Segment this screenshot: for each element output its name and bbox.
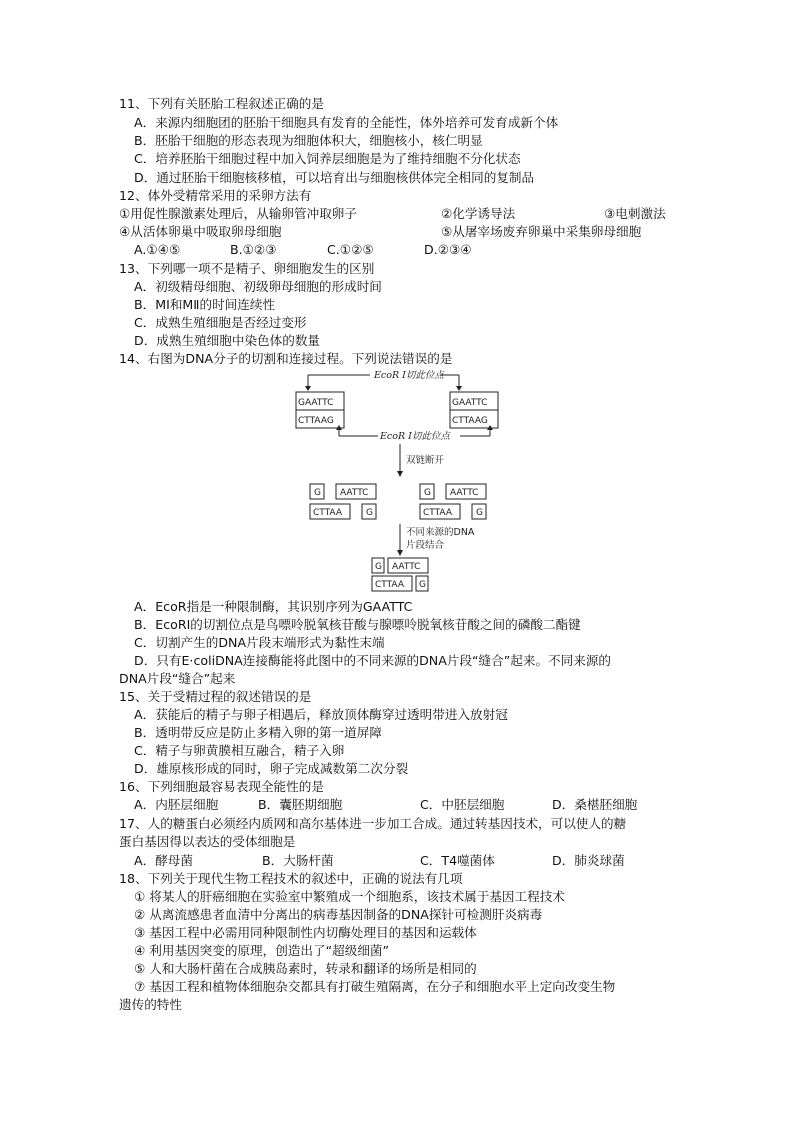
figure-bottom-label: EcoR Ⅰ切此位点: [380, 431, 450, 442]
q18-item-5: ⑤ 人和大肠杆菌在合成胰岛素时，转录和翻译的场所是相同的: [134, 961, 477, 976]
q13-option-b: B．MⅠ和MⅡ的时间连续性: [134, 297, 276, 312]
q15-option-a: A．获能后的精子与卵子相遇后，释放顶体酶穿过透明带进入放射冠: [134, 707, 508, 722]
q14-option-a: A．EcoR指是一种限制酶，其识别序列为GAATTC: [134, 599, 413, 614]
q12-choice-b: B.①②③: [230, 242, 277, 257]
q16-choice-c: C．中胚层细胞: [420, 797, 505, 812]
frag-left-g-bottom: G: [366, 508, 373, 518]
frag-right-g-bottom: G: [476, 508, 483, 518]
q17-choice-a: A．酵母菌: [134, 853, 193, 868]
joined-g-bottom: G: [419, 580, 426, 590]
q15-option-d: D．雄原核形成的同时，卵子完成减数第二次分裂: [134, 761, 409, 776]
frag-right-g-top: G: [424, 488, 431, 498]
q14-option-c: C．切割产生的DNA片段末端形式为黏性末端: [134, 635, 385, 650]
q18-item-1: ① 将某人的肝癌细胞在实验室中繁殖成一个细胞系，该技术属于基因工程技术: [134, 889, 565, 904]
q12-choice-c: C.①②⑤: [327, 242, 374, 257]
q14-stem: 14、右图为DNA分子的切割和连接过程。下列说法错误的是: [119, 351, 453, 366]
q18-item-4: ④ 利用基因突变的原理，创造出了“超级细菌”: [134, 943, 390, 958]
figure-top-label: EcoR Ⅰ切此位点: [374, 370, 444, 381]
q15-stem: 15、关于受精过程的叙述错误的是: [119, 689, 312, 704]
seq-left-top: GAATTC: [298, 398, 334, 408]
q11-option-b: B．胚胎干细胞的形态表现为细胞体积大，细胞核小，核仁明显: [134, 133, 483, 148]
q16-choices: [134, 796, 664, 814]
q16-choice-d: D．桑椹胚细胞: [552, 797, 638, 812]
frag-right-aattc: AATTC: [450, 488, 479, 498]
q12-method-3: ③电刺激法: [604, 206, 666, 221]
q13-option-c: C．成熟生殖细胞是否经过变形: [134, 315, 307, 330]
q12-choice-a: A.①④⑤: [134, 242, 181, 257]
q15-option-b: B．透明带反应是防止多精入卵的第一道屏障: [134, 725, 382, 740]
q11-stem: 11、下列有关胚胎工程叙述正确的是: [119, 96, 324, 111]
seq-right-bottom: CTTAAG: [452, 416, 488, 426]
q12-choices: [134, 241, 554, 259]
q17-choice-c: C．T4噬菌体: [420, 853, 495, 868]
seq-left-bottom: CTTAAG: [298, 416, 334, 426]
frag-left-aattc: AATTC: [340, 488, 369, 498]
q12-methods-row1: [119, 205, 679, 223]
q17-choices: [134, 852, 664, 870]
q12-method-2: ②化学诱导法: [441, 206, 516, 221]
q18-item-7-line2: 遗传的特性: [119, 997, 182, 1012]
q18-stem: 18、下列关于现代生物工程技术的叙述中，正确的说法有几项: [119, 871, 463, 886]
q12-methods-row2: [119, 223, 679, 241]
q12-method-5: ⑤从屠宰场废弃卵巢中采集卵母细胞: [441, 224, 642, 239]
seq-right-top: GAATTC: [452, 398, 488, 408]
q16-stem: 16、下列细胞最容易表现全能性的是: [119, 779, 324, 794]
q17-choice-d: D．肺炎球菌: [552, 853, 625, 868]
dna-cut-ligation-figure: [290, 366, 520, 596]
q16-choice-b: B．囊胚期细胞: [258, 797, 343, 812]
q12-method-1: ①用促性腺激素处理后，从输卵管冲取卵子: [119, 206, 357, 221]
q18-item-3: ③ 基因工程中必需用同种限制性内切酶处理目的基因和运载体: [134, 925, 477, 940]
q16-choice-a: A．内胚层细胞: [134, 797, 219, 812]
q18-item-7-line1: ⑦ 基因工程和植物体细胞杂交都具有打破生殖隔离，在分子和细胞水平上定向改变生物: [134, 979, 616, 994]
q12-stem: 12、体外受精常采用的采卵方法有: [119, 188, 312, 203]
figure-step2-label-line1: 不同来源的DNA: [406, 527, 475, 538]
joined-aattc: AATTC: [392, 562, 421, 572]
q14-option-d-line1: D．只有E·coliDNA连接酶能将此图中的不同来源的DNA片段“缝合”起来。不同来源的: [134, 653, 612, 668]
figure-step2-label-line2: 片段结合: [406, 540, 445, 551]
q17-choice-b: B．大肠杆菌: [262, 853, 334, 868]
q12-choice-d: D.②③④: [424, 242, 472, 257]
q17-stem-line2: 蛋白基因得以表达的受体细胞是: [119, 834, 296, 849]
q11-option-c: C．培养胚胎干细胞过程中加入饲养层细胞是为了维持细胞不分化状态: [134, 151, 521, 166]
joined-g-top: G: [375, 562, 382, 572]
joined-cttaa: CTTAA: [375, 580, 404, 590]
q15-option-c: C．精子与卵黄膜相互融合，精子入卵: [134, 743, 345, 758]
frag-right-cttaa: CTTAA: [423, 508, 452, 518]
q13-stem: 13、下列哪一项不是精子、卵细胞发生的区别: [119, 261, 375, 276]
q14-option-d-line2: DNA片段“缝合”起来: [119, 671, 236, 686]
frag-left-g-top: G: [314, 488, 321, 498]
q13-option-a: A．初级精母细胞、初级卵母细胞的形成时间: [134, 279, 382, 294]
q14-option-b: B．EcoRⅠ的切割位点是鸟嘌呤脱氧核苷酸与腺嘌呤脱氧核苷酸之间的磷酸二酯键: [134, 617, 581, 632]
q13-option-d: D．成熟生殖细胞中染色体的数量: [134, 333, 321, 348]
q17-stem-line1: 17、人的糖蛋白必须经内质网和高尔基体进一步加工合成。通过转基因技术，可以使人的糖: [119, 816, 627, 831]
frag-left-cttaa: CTTAA: [313, 508, 342, 518]
q11-option-a: A．来源内细胞团的胚胎干细胞具有发育的全能性，体外培养可发育成新个体: [134, 115, 559, 130]
figure-step1-label: 双链断开: [406, 455, 445, 466]
q18-item-2: ② 从离流感患者血清中分离出的病毒基因制备的DNA探针可检测肝炎病毒: [134, 907, 543, 922]
q12-method-4: ④从活体卵巢中吸取卵母细胞: [119, 224, 282, 239]
q11-option-d: D．通过胚胎干细胞核移植，可以培育出与细胞核供体完全相同的复制品: [134, 170, 535, 185]
